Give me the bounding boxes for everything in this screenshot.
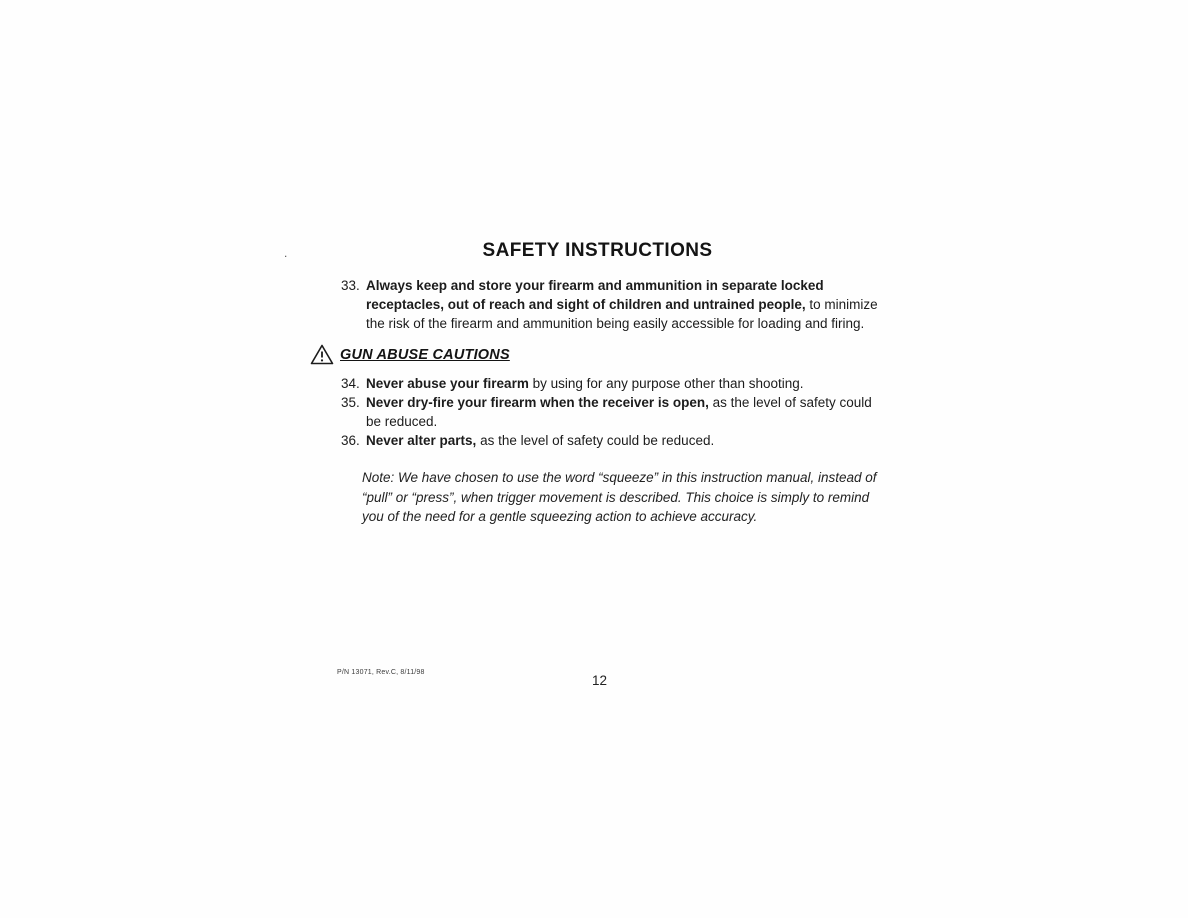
part-number: P/N 13071, Rev.C, 8/11/98	[337, 669, 425, 676]
item-bold-text: Never abuse your firearm	[366, 376, 529, 391]
item-regular-text: as the level of safety could be reduced.	[476, 433, 715, 448]
item-text	[366, 431, 885, 450]
page-content	[310, 240, 885, 527]
item-number: 35.	[341, 395, 360, 410]
section-heading: GUN ABUSE CAUTIONS	[340, 346, 510, 363]
list-item	[341, 276, 885, 333]
item-regular-text: by using for any purpose other than shooting.	[528, 376, 804, 391]
list-item	[341, 374, 885, 393]
item-bold-text: Always keep and store your firearm and ammunition in separate locked receptacles, out of reach and sight of children and untrained people,	[366, 278, 824, 312]
item-number: 34.	[341, 376, 360, 391]
item-bold-text: Never alter parts,	[366, 433, 477, 448]
item-number: 33.	[341, 278, 360, 293]
note-paragraph: Note: We have chosen to use the word “squeeze” in this instruction manual, instead of “pull” or “press”, when trigger movement is described. This choice is simply to remind you of the need for a gentle squeezing action to achieve accuracy.	[362, 470, 877, 524]
item-number: 36.	[341, 433, 360, 448]
warning-triangle-icon	[310, 344, 334, 365]
item-text	[366, 374, 885, 393]
item-regular-text: to minimize the risk of the firearm and ammunition being easily accessible for loading and firing.	[366, 297, 878, 331]
item-regular-text: as the level of safety could be reduced.	[366, 395, 872, 429]
section-heading-row	[310, 344, 885, 365]
page-number: 12	[592, 673, 608, 688]
item-text	[366, 276, 885, 333]
scan-artifact-dot: .	[284, 246, 288, 260]
item-text	[366, 393, 885, 431]
page-title: SAFETY INSTRUCTIONS	[482, 240, 713, 261]
item-bold-text: Never dry-fire your firearm when the receiver is open,	[366, 395, 709, 410]
list-item	[341, 393, 885, 431]
list-item	[341, 431, 885, 450]
